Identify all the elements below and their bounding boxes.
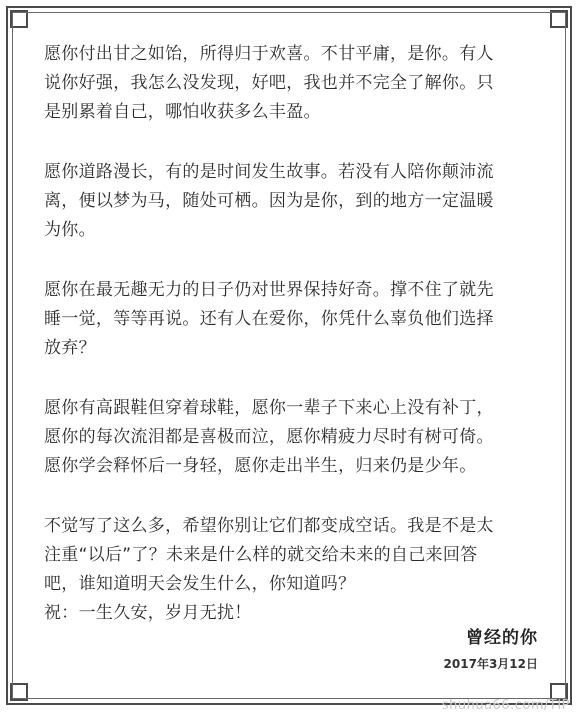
text-line: 祝：一生久安，岁月无扰！ (44, 603, 252, 623)
signature: 曾经的你 (466, 628, 538, 648)
text-line: 睡一觉，等等再说。还有人在爱你，你凭什么辜负他们选择 (44, 309, 494, 329)
text-line: 愿你在最无趣无力的日子仍对世界保持好奇。撑不住了就先 (44, 280, 494, 300)
text-line: 愿你有高跟鞋但穿着球鞋，愿你一辈子下来心上没有补丁， (44, 398, 494, 418)
text-line: 愿你付出甘之如饴，所得归于欢喜。不甘平庸，是你。有人 (44, 44, 494, 64)
text-line: 离，便以梦为马，随处可栖。因为是你，到的地方一定温暖 (44, 191, 494, 211)
text-line: 愿你道路漫长，有的是时间发生故事。若没有人陪你颠沛流 (44, 162, 494, 182)
paragraph-4 (44, 394, 544, 481)
paragraph-2 (44, 158, 544, 245)
letter-body (44, 40, 544, 659)
paragraph-1 (44, 40, 544, 127)
text-line: 注重“以后”了？未来是什么样的就交给未来的自己来回答 (44, 545, 478, 565)
text-line: 愿你的每次流泪都是喜极而泣，愿你精疲力尽时有树可倚。 (44, 427, 494, 447)
text-line: 是别累着自己，哪怕收获多么丰盈。 (44, 102, 321, 122)
watermark: shuhua66.com/TIP (441, 698, 570, 713)
text-line: 不觉写了这么多，希望你别让它们都变成空话。我是不是太 (44, 516, 494, 536)
text-line: 吧，谁知道明天会发生什么，你知道吗？ (44, 574, 356, 594)
paragraph-5 (44, 512, 544, 628)
text-line: 为你。 (44, 220, 96, 240)
text-line: 放弃？ (44, 338, 96, 358)
text-line: 说你好强，我怎么没发现，好吧，我也并不完全了解你。只 (44, 73, 494, 93)
letter-date: 2017年3月12日 (443, 657, 538, 671)
paragraph-3 (44, 276, 544, 363)
text-line: 愿你学会释怀后一身轻，愿你走出半生，归来仍是少年。 (44, 456, 477, 476)
